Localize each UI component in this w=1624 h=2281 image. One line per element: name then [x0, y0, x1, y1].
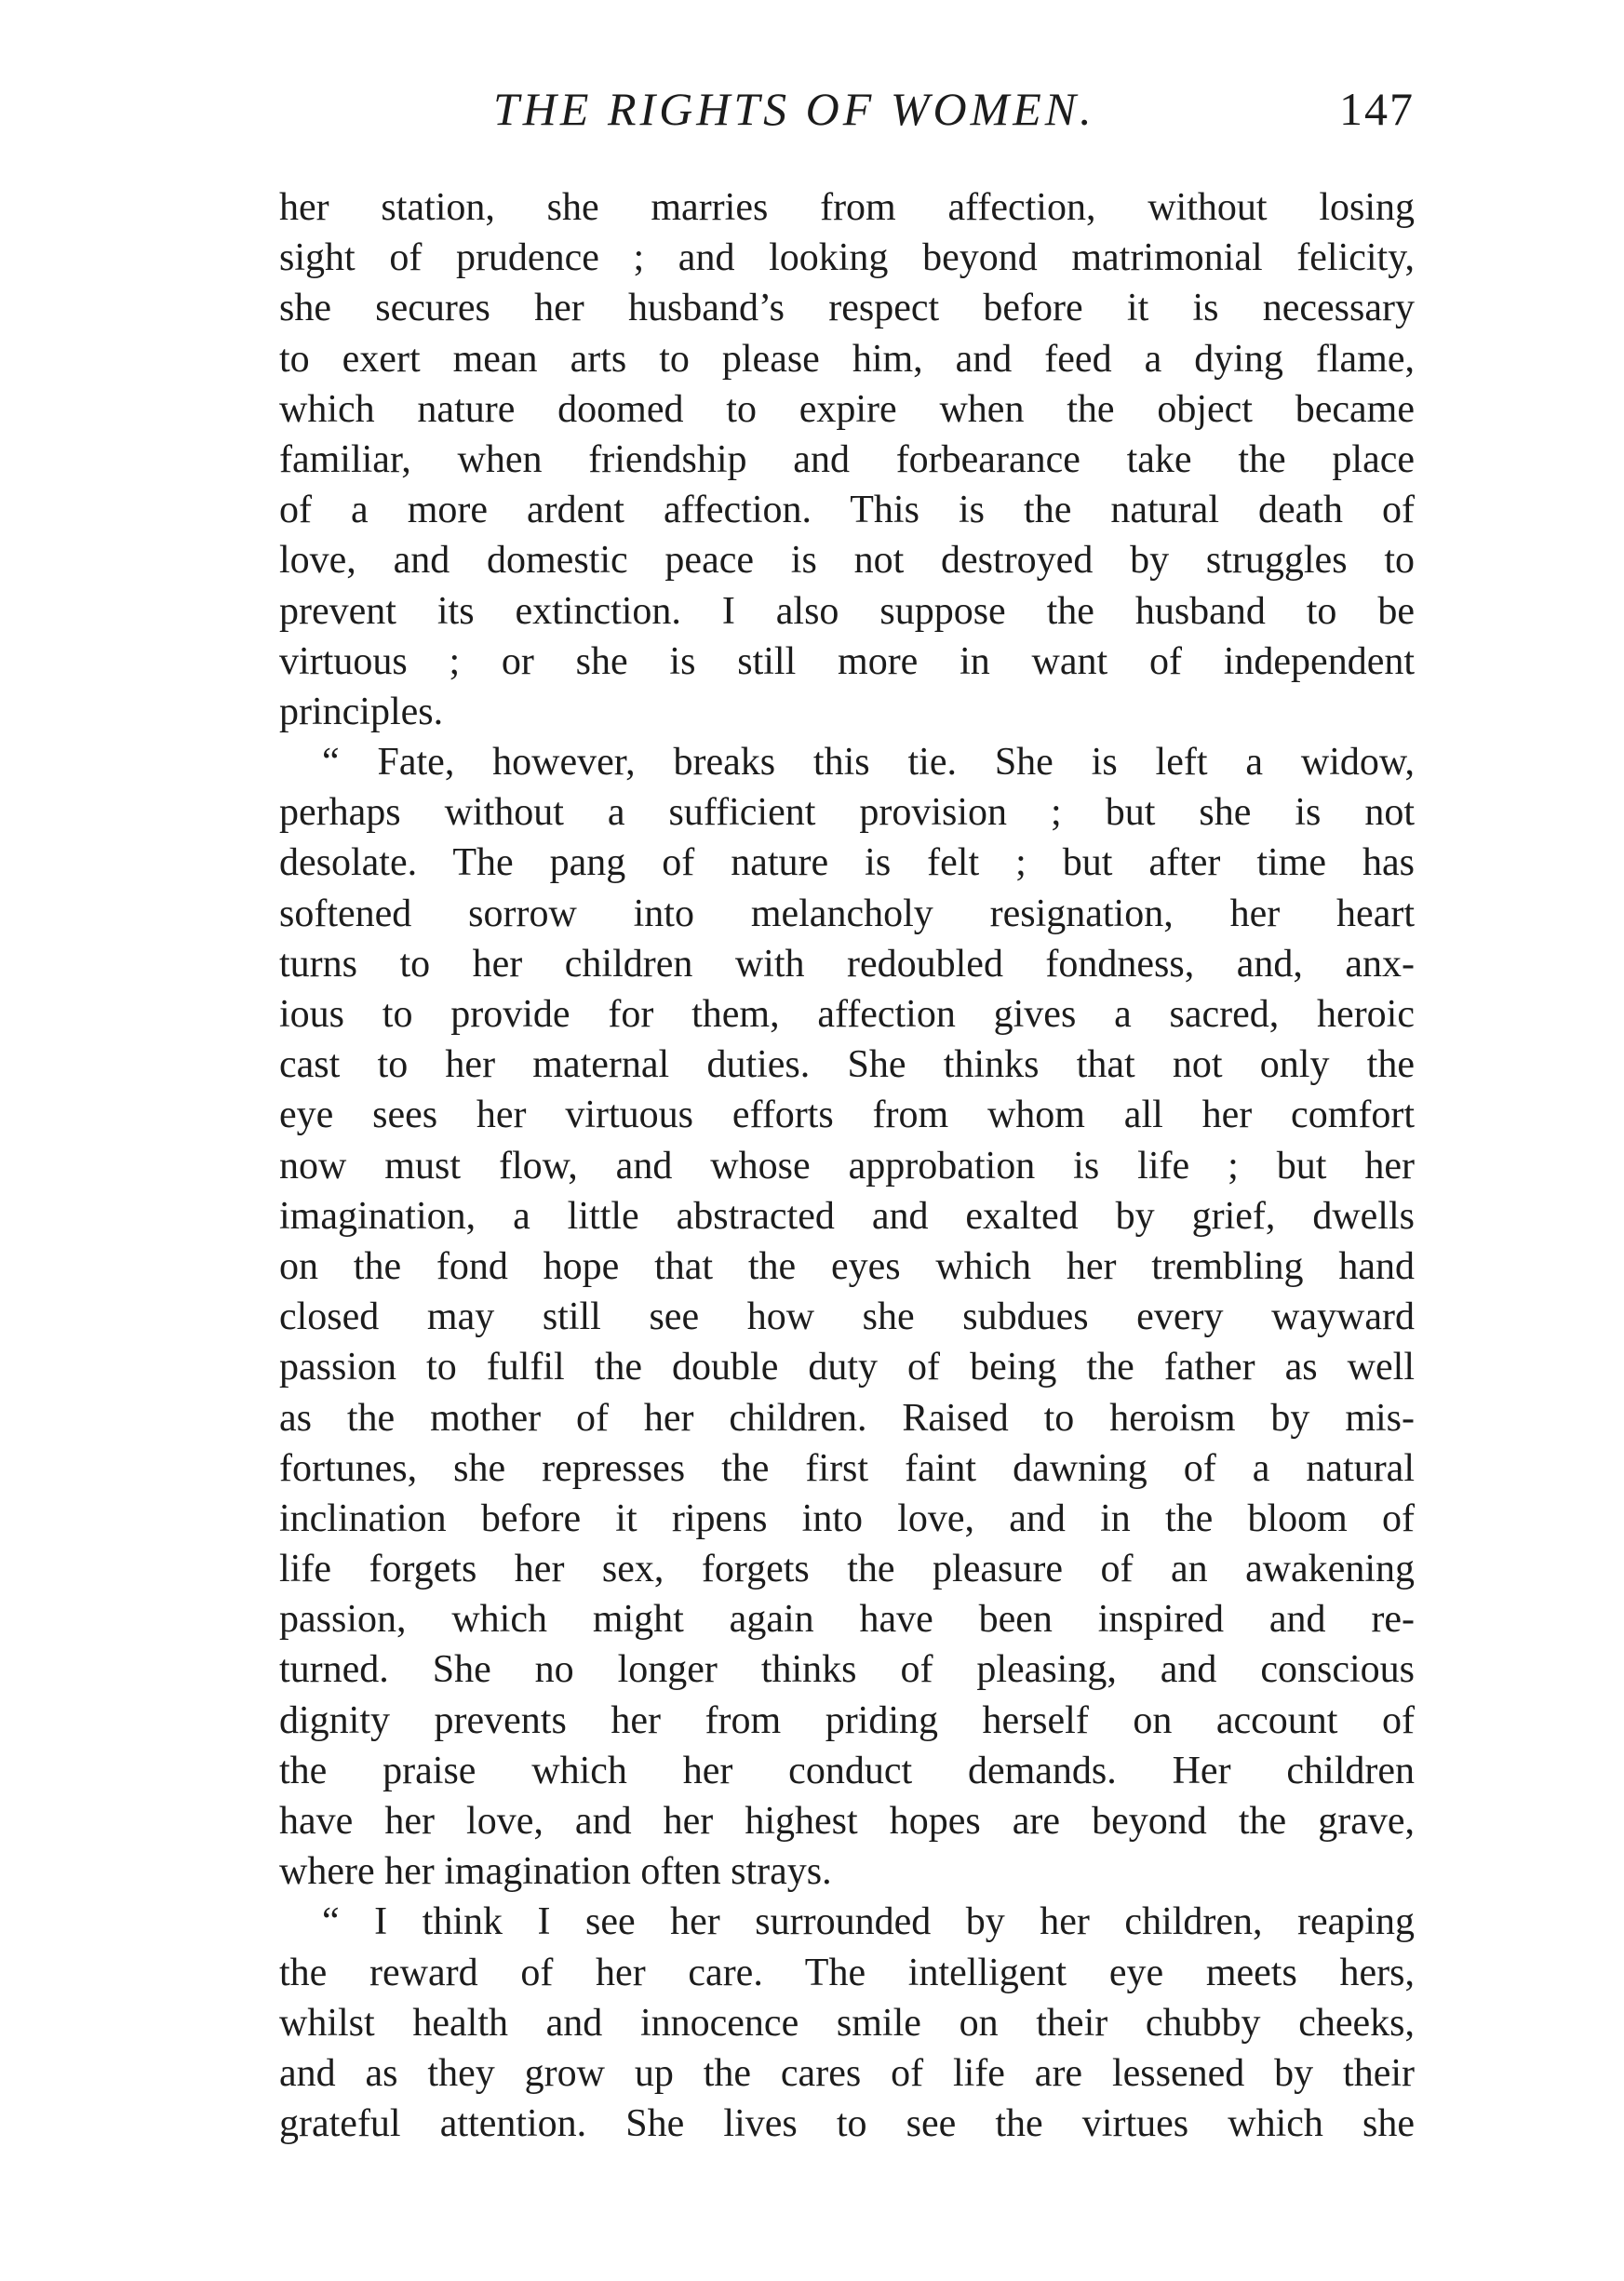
text-line: on the fond hope that the eyes which her trembling hand	[279, 1244, 1415, 1288]
text-line: love, and domestic peace is not destroyed by struggles to	[279, 539, 1415, 583]
text-line: “ Fate, however, breaks this tie. She is left a widow,	[322, 741, 1415, 785]
text-line: which nature doomed to expire when the object became	[279, 387, 1415, 431]
text-line: desolate. The pang of nature is felt ; but after time has	[279, 841, 1415, 885]
text-line: fortunes, she represses the first faint dawning of a natural	[279, 1446, 1415, 1490]
text-line: and as they grow up the cares of life are lessened by their	[279, 2051, 1415, 2095]
text-line: sight of prudence ; and looking beyond matrimonial felicity,	[279, 236, 1415, 280]
text-line: she secures her husband’s respect before it is necessary	[279, 287, 1415, 330]
text-line: passion, which might again have been inspired and re-	[279, 1598, 1415, 1642]
text-line: the praise which her conduct demands. Her children	[279, 1749, 1415, 1792]
body-text	[279, 182, 1415, 2149]
page-number: 147	[1339, 83, 1415, 135]
paragraph	[279, 1897, 1415, 2149]
text-line: inclination before it ripens into love, and in the bloom of	[279, 1496, 1415, 1540]
text-line: turns to her children with redoubled fondness, and, anx-	[279, 942, 1415, 986]
text-line: prevent its extinction. I also suppose the husband to be	[279, 589, 1415, 633]
text-line: virtuous ; or she is still more in want of independent	[279, 639, 1415, 683]
text-line: closed may still see how she subdues every wayward	[279, 1295, 1415, 1339]
text-line: eye sees her virtuous efforts from whom all her comfort	[279, 1094, 1415, 1137]
text-line: where her imagination often strays.	[279, 1850, 832, 1894]
text-line: the reward of her care. The intelligent eye meets hers,	[279, 1951, 1415, 1994]
text-line: turned. She no longer thinks of pleasing, and conscious	[279, 1648, 1415, 1692]
text-line: whilst health and innocence smile on their chubby cheeks,	[279, 2001, 1415, 2045]
text-line: to exert mean arts to please him, and feed a dying flame,	[279, 337, 1415, 381]
text-line: perhaps without a sufficient provision ; but she is not	[279, 791, 1415, 835]
text-line: now must flow, and whose approbation is life ; but her	[279, 1144, 1415, 1187]
text-line: life forgets her sex, forgets the pleasure of an awakening	[279, 1548, 1415, 1591]
text-line: familiar, when friendship and forbearance take the place	[279, 437, 1415, 481]
text-line: as the mother of her children. Raised to heroism by mis-	[279, 1396, 1415, 1440]
text-line: of a more ardent affection. This is the natural death of	[279, 489, 1415, 532]
text-line: softened sorrow into melancholy resignation, her heart	[279, 892, 1415, 935]
text-line: ious to provide for them, affection gives a sacred, heroic	[279, 993, 1415, 1036]
text-line: dignity prevents her from priding herself on account of	[279, 1698, 1415, 1742]
paragraph	[279, 182, 1415, 737]
text-line: principles.	[279, 690, 444, 733]
text-line: imagination, a little abstracted and exalted by grief, dwells	[279, 1194, 1415, 1238]
text-line: “ I think I see her surrounded by her children, reaping	[322, 1900, 1415, 1944]
paragraph	[279, 737, 1415, 1897]
running-title: THE RIGHTS OF WOMEN.	[493, 83, 1095, 135]
text-line: grateful attention. She lives to see the virtues which she	[279, 2102, 1415, 2146]
text-line: her station, she marries from affection, without losing	[279, 186, 1415, 229]
text-line: cast to her maternal duties. She thinks that not only the	[279, 1043, 1415, 1087]
running-head	[279, 82, 1415, 147]
text-line: have her love, and her highest hopes are beyond the grave,	[279, 1800, 1415, 1843]
text-line: passion to fulfil the double duty of being the father as well	[279, 1346, 1415, 1389]
